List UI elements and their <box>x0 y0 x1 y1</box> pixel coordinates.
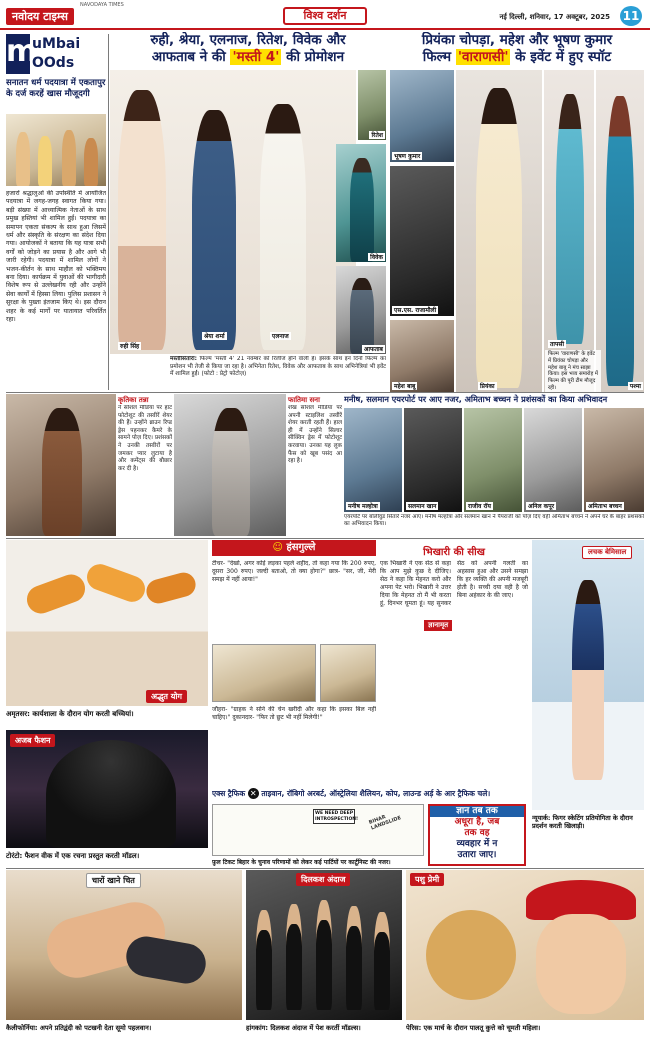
airport-headline: मनीष, सलमान एयरपोर्ट पर आए नजर, अमिताभ बच्चन ने प्रशंसकों का किया अभिवादन <box>344 394 608 404</box>
tapsee-photo: तापसी <box>544 70 594 392</box>
vivek-photo: विवेक <box>336 144 386 262</box>
pet-caption: पेरिस: एक मार्च के दौरान पालतू कुत्ते को चूमती महिला। <box>406 1024 541 1032</box>
rajiv-photo: राजीव रॉय <box>464 408 522 512</box>
salman-photo: सलमान खान <box>404 408 462 512</box>
section-title: विश्व दर्शन <box>283 7 367 25</box>
joke-1: टीचर- "देखो, अगर कोई लड़का पहले शहीद, तो कहा गया कि 200 रुपए, दूसरा 300 रुपए। जल्दी बताओ, तो क्या होगा?" छात्र- "सर, जी, मेरी समझ में नहीं आया!" <box>212 560 376 583</box>
priyanka-photo: प्रियंका <box>456 70 542 392</box>
humor-header: ☺ हंसगुल्ले <box>212 540 376 556</box>
logo-bottom: OOds <box>32 55 75 71</box>
airport-caption: एयरपोर्ट पर बॉलीवुड सितारे नजर आए। मनीष मल्होत्रा और सलमान खान ने पैपराजी को पोज़ दिए वहीं अमिताभ बच्चन ने अपने घर के बाहर प्रशंसकों का अभिवादन किया। <box>344 514 644 527</box>
skating-section <box>532 540 644 842</box>
mumbai-logo <box>6 34 94 76</box>
quote-box: ज्ञान तब तक अधूरा है, जब तक वह व्यवहार में न उतारा जाए। <box>428 804 526 866</box>
logo-m: m <box>6 34 30 74</box>
masti-caption: मस्तीसितारा: फिल्म 'मस्ती 4' 21 नवम्बर को रिलीज होने वाली है। इसके साथ इन दिनों फिल्म का प्रमोशन भी तेजी से किया जा रहा है। अभिनेता रितेश, विवेक और आफताब के साथ अभिनेत्रियां भी इवेंट में शामिल हुईं। (फोटो : प्रेट्रो फोटोज़) <box>170 356 386 378</box>
fashion-section <box>6 730 208 866</box>
kritika-fatima-section <box>6 394 342 536</box>
pet-photo <box>406 870 644 1020</box>
mumbai-moods-column <box>6 34 106 390</box>
fatima-photo <box>174 394 286 536</box>
wrestle-caption: कैलीफोर्निया: अपने प्रतिद्वंदी को पटखनी देता सूमो पहलवान। <box>6 1024 152 1032</box>
wisdom-body: एक भिखारी ने एक सेठ से कहा कि आप मुझे कुछ दे दीजिए। सेठ ने कहा कि मेहनत करो और अपना पेट भरो। भिखारी ने उत्तर दिया कि मेहनत तो मैं भी करता हूं, दिनभर घूमता हूं। यह सुनकर सेठ को अपनी गलती का अहसास हुआ और उसने समझा कि हर व्यक्ति की अपनी मजबूरी होती है। सच्ची दया वही है जो बिना अहंकार के की जाए। <box>380 560 528 607</box>
laugh-icon: ☺ <box>272 542 287 553</box>
joke-illustration-2 <box>212 644 316 702</box>
kritika-text: कृतिका तन्ना ने सोशल मीडिया पर हॉट फोटोशूट की तस्वीरें शेयर की हैं। उन्होंने ब्राउन रिप्ड ड्रेस पहनकर कैमरे के सामने पोज़ दिए। प्रशंसकों ने उनकी तस्वीरों पर जमकर प्यार लुटाया है और कमेंट्स की बौछार कर दी है। <box>118 396 172 472</box>
cartoon-caption: फ़ुल टिकट बिहार के चुनाव परिणामों को लेकर कई पार्टियों पर कार्टूनिस्ट की नजर। <box>212 859 391 866</box>
mumbai-body: हजारों श्रद्धालुओं की उपस्थिति में आयोजित पदयात्रा में जगह-जगह स्वागत किया गया। बड़ी संख्या में आध्यात्मिक नेताओं के साथ प्रमुख हस्तियां भी शामिल हुईं। पदयात्रा का समापन एकता संकल्प के साथ हुआ जिसमें धर्म और संस्कृति के संरक्षण का संदेश दिया गया। आयोजकों ने बताया कि यह यात्रा सभी वर्गों को जोड़ने का प्रयास है और आगे भी जारी रहेगी। पदयात्रा में शामिल लोगों ने भजन-कीर्तन के साथ माहौल को भक्तिमय बना दिया। कार्यक्रम में युवाओं की भागीदारी विशेष रूप से उल्लेखनीय रही और उन्होंने सेवा कार्यों में हिस्सा लिया। पुलिस प्रशासन ने सुरक्षा के पुख्ता इंतजाम किए थे। इस दौरान शहर के कई मार्गों पर यातायात परिवर्तित रहा। <box>6 190 106 324</box>
joke-illustration-1 <box>320 644 376 702</box>
masti-name-shreya: श्रेया शर्मा <box>204 333 225 340</box>
yoga-photo <box>6 540 208 706</box>
dance-tag: दिलकश अंदाज <box>296 873 350 886</box>
joke-2: जौहरा- "ग्राहक ने सोने की चेन खरीदी और कहा कि इसका बिल नहीं चाहिए।" दुकानदार- "फिर तो छूट भी नहीं मिलेगी!" <box>212 706 376 721</box>
airport-section <box>344 394 644 536</box>
wisdom-header: भिखारी की सीख <box>423 547 485 558</box>
varanasi-headline: प्रियंका चोपड़ा, महेश और भूषण कुमार फिल्म 'वाराणसी' के इवेंट में हुए स्पॉट <box>421 32 613 65</box>
wrestle-photo <box>6 870 242 1020</box>
riteish-photo: रितेश <box>358 70 386 140</box>
amitabh-photo: अमिताभ बच्चन <box>584 408 644 512</box>
wisdom-sub: ज्ञानामृत <box>424 620 452 631</box>
bhushan-photo: भूषण कुमार <box>390 70 454 162</box>
aftab-photo: आफताब <box>336 266 386 354</box>
cartoon-board: BIHAR LANDSLIDE <box>368 814 402 832</box>
yoga-caption: अमृतसर: कार्यशाला के दौरान योग करती बच्चियां। <box>6 710 134 718</box>
dance-photo <box>246 870 402 1020</box>
kritika-photo <box>6 394 116 536</box>
yoga-tag: अद्भुत योग <box>146 690 187 703</box>
logo-top: uMbai <box>32 36 81 52</box>
pet-section <box>406 870 644 1040</box>
wisdom-section <box>380 540 528 784</box>
masti-name-ruhi: रुही सिंह <box>120 343 140 350</box>
mahesh-photo: महेश बाबू <box>390 320 454 392</box>
varanasi-caption: फिल्म 'वाराणसी' के इवेंट में प्रियंका चोपड़ा और महेश बाबू ने मंच साझा किया। इस भव्य समारोह में फिल्म की पूरी टीम मौजूद रही। <box>545 350 601 392</box>
rajamouli-photo: एस.एस. राजामौली <box>390 166 454 316</box>
cartoon-sign: WE NEED DEEP INTROSPECTION! <box>313 809 355 824</box>
pet-tag: पशु प्रेमी <box>410 873 444 886</box>
padyatra-photo <box>6 114 106 186</box>
masti-group-photo <box>110 70 356 354</box>
dance-section <box>246 870 402 1040</box>
varanasi-section <box>390 32 644 392</box>
fashion-tag: अजब फैशन <box>10 734 55 747</box>
masti-headline: रुही, श्रेया, एलनाज, रितेश, विवेक और आफताब ने की 'मस्ती 4' की प्रोमोशन <box>150 32 346 65</box>
pashma-photo: पश्मा <box>596 70 644 392</box>
cartoon-drawing <box>212 804 424 856</box>
edition-note: NAVODAYA TIMES <box>80 2 124 8</box>
masti-name-elnaaz: एलनाज <box>272 333 289 340</box>
anil-photo: अनिल कपूर <box>524 408 582 512</box>
skating-tag: लचक बेमिसाल <box>582 546 632 559</box>
wrestle-section <box>6 870 242 1040</box>
manish-photo: मनीष मल्होत्रा <box>344 408 402 512</box>
fatima-text: फातिमा सना शेख सोशल मीडिया पर अपनी स्टाइलिश तस्वीरें शेयर करती रहती हैं। हाल ही में उन्होंने सिल्वर सीक्विन ड्रेस में फोटोशूट करवाया। उनका यह लुक फैंस को खूब पसंद आ रहा है। <box>288 396 342 465</box>
page-number: 11 <box>620 6 642 26</box>
fashion-photo <box>6 730 208 848</box>
wrestle-tag: चारों खाने चित <box>86 873 141 888</box>
fashion-caption: टोरंटो: फैशन वीक में एक रचना प्रस्तुत करती मॉडल। <box>6 852 140 860</box>
issue-date: नई दिल्ली, शनिवार, 17 अक्टूबर, 2025 <box>499 13 610 21</box>
humor-section <box>212 540 376 784</box>
masthead <box>0 0 650 30</box>
yoga-section <box>6 540 208 726</box>
skating-photo <box>532 540 644 810</box>
skating-caption: न्यूयार्क: फिगर स्केटिंग प्रतियोगिता के दौरान प्रदर्शन करती खिलाड़ी। <box>532 814 633 830</box>
paper-name: नवोदय टाइम्स <box>6 8 74 25</box>
cartoon-banner: एक्स ट्रैफिक ✕ ताइवान, रॉबिगो अरबर्ट, ऑस्ट्रेलिया शैलियन, कोप, लाउन्ड अर्ड़ के आर ट्रैफिक चले। <box>212 789 491 798</box>
dance-caption: हांगकांग: दिलकश अंदाज में पेश करतीं मॉडल्स। <box>246 1024 361 1032</box>
cross-icon: ✕ <box>248 788 259 799</box>
masti4-section <box>110 32 386 392</box>
mumbai-headline: सनातन धर्म पदयात्रा में एकतापुर के दर्ज करहें खास मौजूदगी <box>6 78 106 99</box>
